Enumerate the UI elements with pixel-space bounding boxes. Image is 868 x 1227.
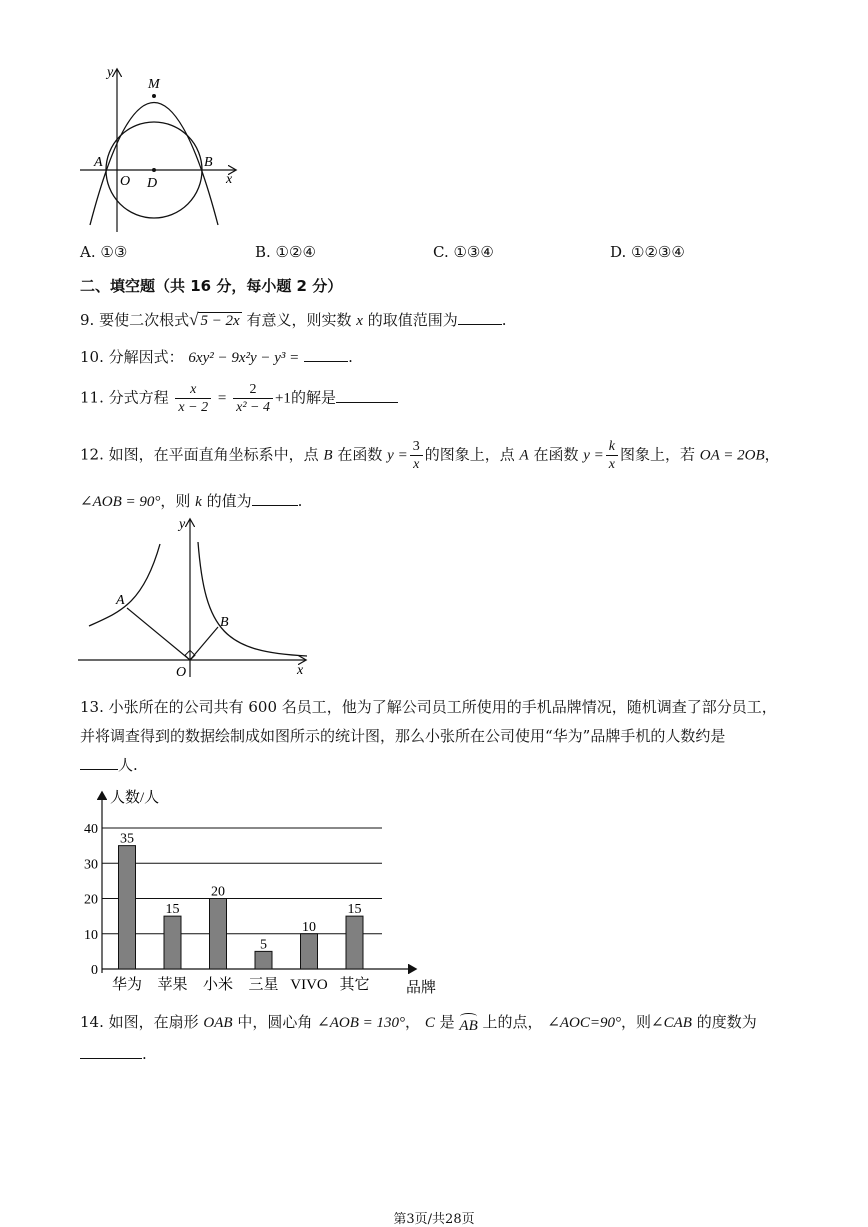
bar-chart	[70, 783, 450, 998]
q10-end: .	[348, 348, 353, 366]
q12-text-e: 图象上，若	[619, 445, 695, 464]
q13-blank	[80, 755, 118, 770]
q12-text-g: 的值为	[206, 492, 252, 510]
figure-parabola-circle	[75, 60, 245, 235]
chart-y-tick-label: 20	[84, 892, 98, 908]
fig1-label-m: M	[148, 77, 160, 92]
q10-pre: 10. 分解因式：	[80, 348, 184, 366]
figure-hyperbola	[75, 512, 315, 682]
q12-y2: y =	[583, 447, 604, 464]
chart-y-tick-label: 30	[84, 857, 98, 873]
chart-value-label: 15	[165, 902, 180, 918]
arc-mark	[460, 1013, 476, 1020]
chart-category-label: 苹果	[157, 977, 188, 993]
q12-f1-den: x	[413, 457, 420, 472]
fig2-label-o: O	[176, 665, 187, 680]
curve-k-over-x	[89, 544, 160, 626]
q14-mid4: 上的点，	[482, 1013, 543, 1031]
q14-mid5: ，则	[621, 1013, 652, 1031]
fig2-label-y: y	[179, 517, 186, 532]
chart-y-tick-labels	[84, 822, 98, 978]
q13-line-3-text: 人.	[118, 756, 138, 774]
chart-value-label: 35	[120, 831, 134, 847]
q12-f2-den: x	[608, 457, 615, 472]
q12-f2-num: k	[606, 438, 618, 456]
page-footer: 第3页/共28页	[393, 1212, 475, 1227]
chart-category-labels	[112, 975, 370, 993]
question-14-line-2	[80, 1044, 147, 1063]
q9-end: .	[501, 311, 507, 329]
chart-category-label: VIVO	[290, 977, 328, 993]
chart-gridlines	[102, 828, 382, 934]
q14-end: .	[142, 1045, 147, 1063]
fig1-label-b: B	[204, 155, 213, 170]
chart-value-label: 20	[211, 884, 225, 900]
option-c: C. ①③④	[433, 243, 494, 261]
fig2-label-a: A	[116, 593, 125, 608]
q11-equals: =	[217, 390, 227, 407]
q14-mid2: ，	[405, 1013, 421, 1031]
q14-pre: 14. 如图，在扇形	[80, 1013, 199, 1031]
q14-angle-cab: ∠CAB	[651, 1015, 692, 1031]
q11-right-fraction	[233, 381, 273, 416]
chart-category-label: 其它	[339, 977, 370, 993]
q11-post: 的解是	[290, 388, 336, 407]
q11-right-den: x² − 4	[236, 400, 270, 415]
chart-y-tick-label: 10	[84, 927, 98, 943]
chart-bar	[301, 934, 318, 969]
chart-category-label: 小米	[202, 977, 234, 993]
chart-y-tick-label: 0	[91, 963, 98, 978]
q12-text-d: 在函数	[533, 445, 579, 464]
chart-value-label: 10	[302, 919, 316, 935]
q14-arc	[459, 1018, 477, 1034]
chart-bar	[210, 899, 227, 970]
question-12-line-1	[80, 438, 780, 473]
option-d: D. ①②③④	[610, 243, 685, 261]
q14-sector: OAB	[203, 1015, 233, 1031]
point-d	[152, 168, 156, 172]
fig1-label-y: y	[107, 65, 114, 80]
q14-point-c: C	[424, 1015, 435, 1031]
chart-value-label: 5	[260, 937, 267, 953]
option-b: B. ①②④	[255, 243, 316, 261]
q12-f1-num: 3	[410, 438, 423, 456]
q11-blank	[336, 388, 398, 403]
question-14	[80, 1011, 757, 1032]
chart-bars	[119, 832, 364, 969]
q10-blank	[304, 347, 348, 362]
q12-k: k	[195, 494, 202, 510]
section-title: 二、填空题（共 16 分，每小题 2 分）	[80, 277, 343, 295]
q11-left-den: x − 2	[178, 400, 209, 415]
q13-line-1: 13. 小张所在的公司共有 600 名员工，他为了解公司员工所使用的手机品牌情况，随机调查了部分员工，	[80, 698, 777, 716]
q14-arc-text: AB	[459, 1018, 478, 1034]
q14-mid3: 是	[439, 1013, 455, 1031]
q12-condition: OA = 2OB	[699, 447, 765, 464]
curve-3-over-x	[198, 542, 307, 656]
q12-point-a: A	[519, 447, 529, 464]
question-11	[80, 381, 398, 416]
q10-expr: 6xy² − 9x²y − y³ =	[188, 350, 300, 366]
fig2-label-x: x	[297, 663, 304, 678]
q12-text-b: 在函数	[337, 445, 383, 464]
question-10	[80, 346, 353, 367]
q11-left-fraction	[175, 381, 211, 416]
q12-angle: ∠AOB = 90°	[80, 494, 161, 510]
q13-line-2: 并将调查得到的数据绘制成如图所示的统计图，那么小张所在公司使用“华为”品牌手机的人数约是	[80, 727, 726, 745]
q9-pre: 9. 要使二次根式	[80, 311, 190, 329]
question-9: 9. 要使二次根式√ 5 − 2x 有意义，则实数 x 的取值范围为 .	[80, 310, 507, 329]
q11-right-num: 2	[233, 381, 273, 399]
q12-fraction-2	[606, 438, 618, 473]
fig1-label-a: A	[94, 155, 103, 170]
q14-mid1: 中，圆心角	[237, 1013, 313, 1031]
chart-category-label: 三星	[248, 977, 279, 993]
chart-x-axis-label: 品牌	[406, 980, 437, 996]
chart-value-label: 15	[347, 902, 362, 918]
fig2-label-b: B	[220, 615, 229, 630]
q9-mid: 有意义，则实数	[246, 311, 352, 329]
q12-fraction-1	[410, 438, 423, 473]
q11-left-num: x	[175, 381, 211, 399]
q9-radicand: 5 − 2x	[200, 313, 240, 329]
q11-pre: 11. 分式方程	[80, 388, 169, 407]
chart-bar	[164, 916, 181, 969]
chart-bar	[119, 846, 136, 969]
q14-blank	[80, 1044, 142, 1059]
q13-line-3	[80, 754, 138, 775]
q12-text-f: ，则	[160, 492, 191, 510]
point-m	[152, 94, 156, 98]
segment-oa	[127, 608, 190, 660]
q12-point-b: B	[323, 447, 333, 464]
q12-end: .	[297, 492, 303, 510]
q9-post: 的取值范围为	[367, 311, 458, 329]
q14-angle-aob: ∠AOB = 130°	[317, 1015, 406, 1031]
parabola	[90, 103, 218, 226]
chart-y-axis-label: 人数/人	[110, 790, 160, 806]
q12-y1: y =	[387, 447, 408, 464]
q9-var: x	[356, 313, 363, 329]
chart-category-label: 华为	[111, 977, 143, 993]
q14-angle-aoc: ∠AOC=90°	[547, 1015, 622, 1031]
option-a: A. ①③	[80, 243, 128, 261]
q9-blank	[458, 310, 502, 325]
fig1-label-o: O	[120, 174, 131, 189]
chart-bar	[346, 916, 363, 969]
q11-plus: +1	[274, 390, 291, 407]
chart-y-tick-label: 40	[84, 822, 98, 837]
fig1-label-x: x	[226, 172, 233, 187]
q12-comma: ，	[764, 445, 780, 464]
chart-bar	[255, 951, 272, 969]
q12-text-a: 12. 如图，在平面直角坐标系中，点	[80, 445, 319, 464]
question-12-line-2	[80, 490, 302, 511]
q12-text-c: 的图象上，点	[424, 445, 515, 464]
fig1-label-d: D	[147, 176, 158, 191]
q12-blank	[252, 491, 298, 506]
q14-post: 的度数为	[696, 1013, 757, 1031]
